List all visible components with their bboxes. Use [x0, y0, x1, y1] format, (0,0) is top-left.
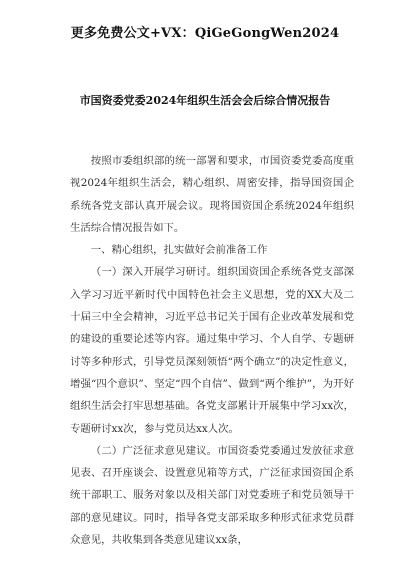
- document-body: [70, 150, 354, 551]
- document-title: 市国资委党委2024年组织生活会会后综合情况报告: [79, 94, 331, 107]
- paragraph-opinions: （二）广泛征求意见建议。市国资委党委通过发放征求意见表、召开座谈会、设置意见箱等方式，广泛征求国资国企系统干部职工、服务对象以及相关部门对党委班子和党员领导干部的意见建议。同时，指导各党支部采取多种形式征求党员群众意见，共收集到各类意见建议xx条，: [70, 444, 354, 547]
- section-heading-1: 一、精心组织，扎实做好会前准备工作: [90, 244, 268, 257]
- paragraph-study: （一）深入开展学习研讨。组织国资国企系统各党支部深入学习习近平新时代中国特色社会主义思想，党的XX大及二十届三中全会精神，习近平总书记关于国有企业改革发展和党的建设的重要论述等内容。通过集中学习、个人自学、专题研讨等多种形式，引导党员深刻领悟“两个确立”的决定性意义，增强“四个意识”、坚定“四个自信”、做到“两个维护”，为开好组织生活会打牢思想基础。各党支部累计开展集中学习xx次，专题研讨xx次，参与党员达xx人次。: [70, 266, 354, 435]
- paragraph-intro: 按照市委组织部的统一部署和要求，市国资委党委高度重视2024年组织生活会，精心组织、周密安排，指导国资国企系统各党支部认真开展会议。现将国资国企系统2024年组织生活综合情况报告如下。: [70, 155, 354, 234]
- watermark-header: 更多免费公文+VX：QiGeGongWen2024: [70, 26, 340, 41]
